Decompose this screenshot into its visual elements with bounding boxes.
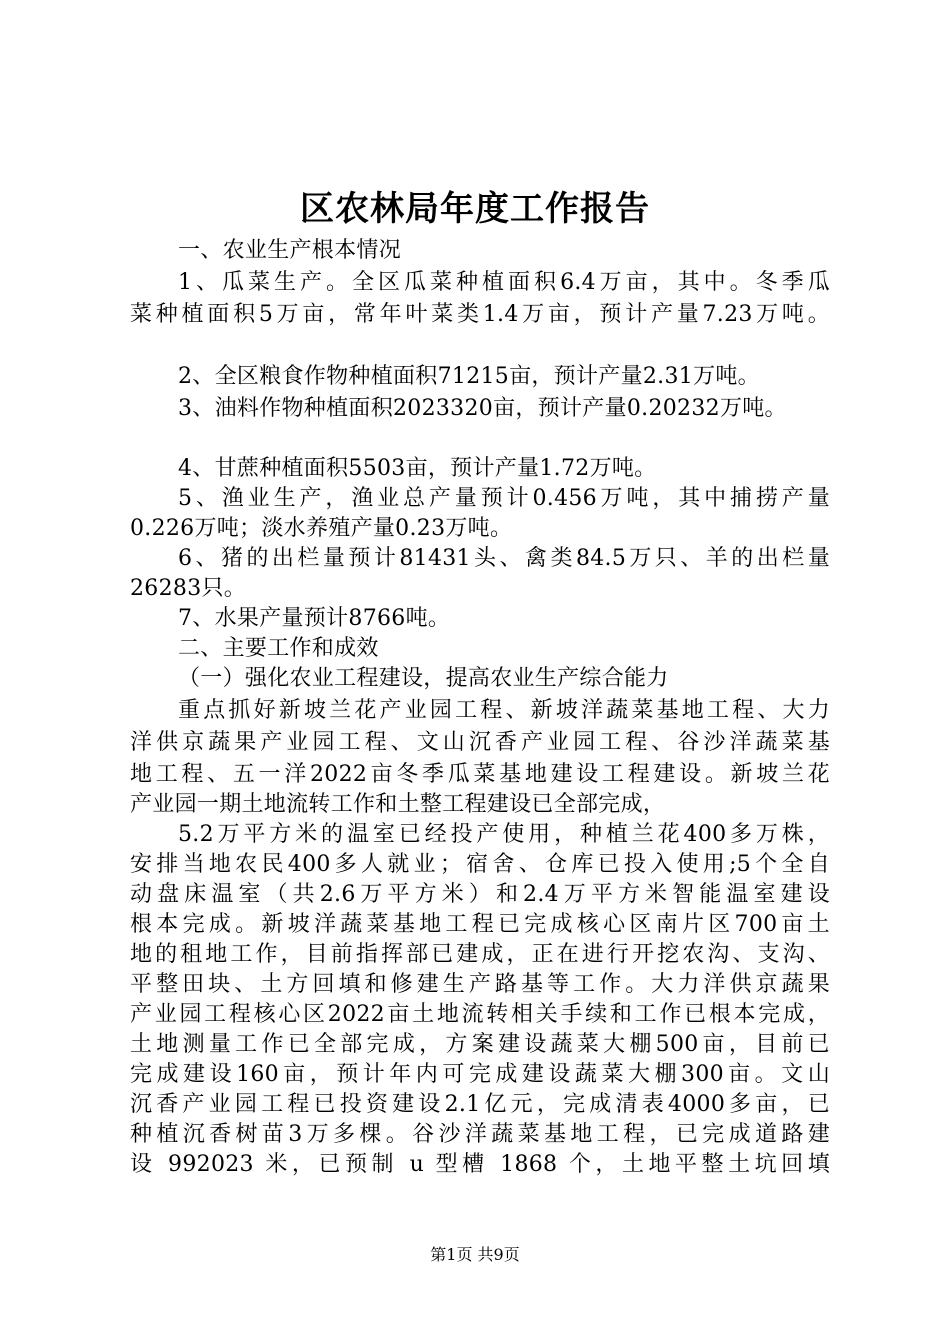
- paragraph-line: 土地测量工作已全部完成，方案建设蔬菜大棚500亩，目前已: [130, 1032, 830, 1057]
- section-heading-1: 一、农业生产根本情况: [178, 238, 402, 263]
- paragraph-line: 3、油料作物种植面积2023320亩，预计产量0.20232万吨。: [178, 396, 787, 421]
- paragraph-line: 1、瓜菜生产。全区瓜菜种植面积6.4万亩，其中。冬季瓜: [178, 270, 830, 295]
- paragraph-line: 5.2万平方米的温室已经投产使用，种植兰花400多万株，: [178, 822, 830, 847]
- paragraph-line: 根本完成。新坡洋蔬菜基地工程已完成核心区南片区700亩土: [130, 912, 830, 937]
- paragraph-line: 动盘床温室（共2.6万平方米）和2.4万平方米智能温室建设: [130, 882, 830, 907]
- document-title: 区农林局年度工作报告: [300, 189, 650, 229]
- paragraph-line: 完成建设160亩，预计年内可完成建设蔬菜大棚300亩。文山: [130, 1062, 830, 1087]
- paragraph-line: 沉香产业园工程已投资建设2.1亿元，完成清表4000多亩，已: [130, 1092, 830, 1117]
- paragraph-line: 洋供京蔬果产业园工程、文山沉香产业园工程、谷沙洋蔬菜基: [130, 730, 830, 755]
- paragraph-line: 种植沉香树苗3万多棵。谷沙洋蔬菜基地工程，已完成道路建: [130, 1122, 830, 1147]
- paragraph-line: 7、水果产量预计8766吨。: [178, 606, 451, 631]
- paragraph-line: 2、全区粮食作物种植面积71215亩，预计产量2.31万吨。: [178, 364, 760, 389]
- paragraph-line: 设 992023 米，已预制 u 型槽 1868 个，土地平整土坑回填: [130, 1152, 830, 1177]
- paragraph-line: 菜种植面积5万亩，常年叶菜类1.4万亩，预计产量7.23万吨。: [130, 302, 830, 327]
- paragraph-line: 平整田块、土方回填和修建生产路基等工作。大力洋供京蔬果: [130, 972, 830, 997]
- paragraph-line: 地的租地工作，目前指挥部已建成，正在进行开挖农沟、支沟、: [130, 942, 830, 967]
- page-footer: 第1页 共9页: [430, 1245, 520, 1264]
- paragraph-line: 6、猪的出栏量预计81431头、禽类84.5万只、羊的出栏量: [178, 546, 830, 571]
- paragraph-line: 重点抓好新坡兰花产业园工程、新坡洋蔬菜基地工程、大力: [178, 698, 830, 723]
- paragraph-line: 4、甘蔗种植面积5503亩，预计产量1.72万吨。: [178, 456, 657, 481]
- paragraph-line: 26283只。: [130, 576, 247, 601]
- paragraph-line: 安排当地农民400多人就业；宿舍、仓库已投入使用;5个全自: [130, 852, 830, 877]
- paragraph-line: 地工程、五一洋2022亩冬季瓜菜基地建设工程建设。新坡兰花: [130, 762, 830, 787]
- paragraph-line: 5、渔业生产，渔业总产量预计0.456万吨，其中捕捞产量: [178, 486, 830, 511]
- section-heading-2: 二、主要工作和成效: [178, 636, 379, 661]
- paragraph-line: 产业园工程核心区2022亩土地流转相关手续和工作已根本完成，: [130, 1002, 830, 1027]
- subsection-heading: （一）强化农业工程建设，提高农业生产综合能力: [178, 666, 669, 691]
- paragraph-line: 产业园一期土地流转工作和土整工程建设已全部完成，: [130, 792, 666, 817]
- paragraph-line: 0.226万吨；淡水养殖产量0.23万吨。: [130, 516, 513, 541]
